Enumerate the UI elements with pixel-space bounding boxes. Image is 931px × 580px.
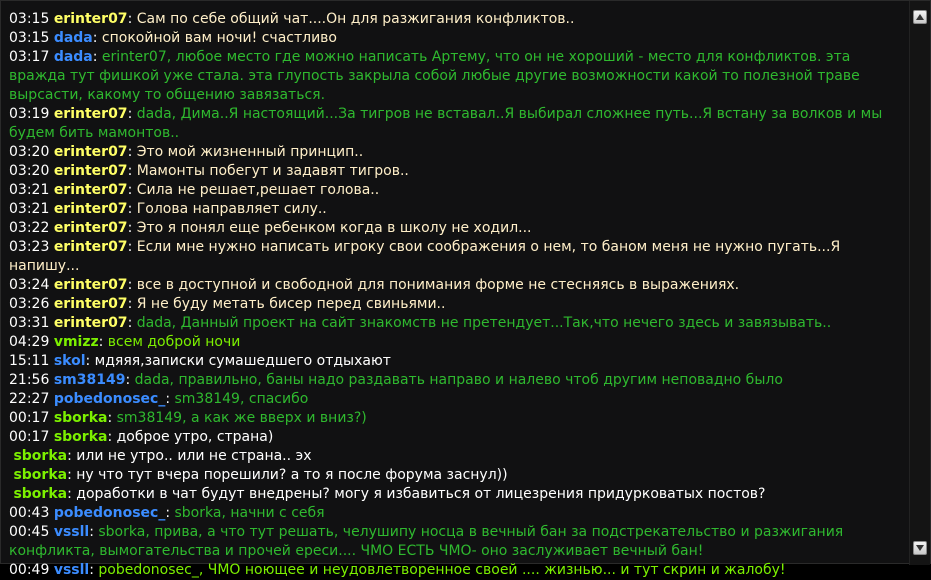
arrow-down-icon bbox=[916, 545, 924, 551]
chat-message bbox=[9, 276, 907, 295]
chat-message bbox=[9, 523, 907, 561]
message-time: 03:15 bbox=[9, 11, 50, 27]
nick-separator: : bbox=[127, 106, 137, 122]
chat-message bbox=[9, 29, 907, 48]
message-text: все в доступной и свободной для понимания форме не стесняясь в выражениях. bbox=[136, 277, 740, 293]
message-text: всем доброй ночи bbox=[107, 334, 241, 350]
message-text: sm38149, а как же вверх и вниз?) bbox=[116, 410, 367, 426]
chat-message bbox=[9, 238, 907, 276]
message-nick[interactable]: erinter07 bbox=[53, 182, 128, 198]
message-nick[interactable]: sborka bbox=[13, 448, 68, 464]
message-time: 03:20 bbox=[9, 144, 50, 160]
chat-message bbox=[9, 10, 907, 29]
message-nick[interactable]: sborka bbox=[53, 410, 108, 426]
message-text: мдяяя,записки сумашедшего отдыхают bbox=[94, 353, 391, 369]
message-nick[interactable]: skol bbox=[53, 353, 86, 369]
message-nick[interactable]: erinter07 bbox=[53, 315, 128, 331]
nick-separator: : bbox=[127, 11, 137, 27]
nick-separator: : bbox=[127, 315, 137, 331]
message-nick[interactable]: vmizz bbox=[53, 334, 99, 350]
chat-message bbox=[9, 48, 907, 105]
message-nick[interactable]: erinter07 bbox=[53, 201, 128, 217]
message-nick[interactable]: erinter07 bbox=[53, 106, 128, 122]
nick-separator: : bbox=[89, 562, 99, 578]
message-time: 22:27 bbox=[9, 391, 50, 407]
nick-separator: : bbox=[127, 296, 137, 312]
message-text: Я не буду метать бисер перед свиньями.. bbox=[136, 296, 446, 312]
message-nick[interactable]: erinter07 bbox=[53, 11, 128, 27]
nick-separator: : bbox=[165, 505, 175, 521]
nick-separator: : bbox=[127, 182, 137, 198]
message-time: 04:29 bbox=[9, 334, 50, 350]
message-nick[interactable]: sborka bbox=[53, 429, 108, 445]
message-text: erinter07, любое место где можно написать Артему, что он не хороший - место для конфликтов. эта вражда тут фишкой уже стала. эта глупость закрыла собой любые другие возможности какой то полезной траве вырсасти, какому то общению завязаться. bbox=[9, 49, 860, 103]
chat-message bbox=[9, 428, 907, 447]
message-time: 00:43 bbox=[9, 505, 50, 521]
nick-separator: : bbox=[165, 391, 175, 407]
chat-message bbox=[9, 314, 907, 333]
message-nick[interactable]: sborka bbox=[13, 486, 68, 502]
chat-message bbox=[9, 162, 907, 181]
message-nick[interactable]: dada bbox=[53, 30, 93, 46]
scroll-down-button[interactable] bbox=[913, 541, 927, 555]
nick-separator: : bbox=[107, 410, 117, 426]
nick-separator: : bbox=[127, 144, 137, 160]
message-text: sborka, прива, а что тут решать, челушипу носца в вечный бан за подстрекательство и разжигания конфликта, вымогательства и прочей ереси.... ЧМО ЕСТЬ ЧМО- оно заслуживает вечный бан! bbox=[9, 524, 844, 559]
arrow-up-icon bbox=[916, 14, 924, 20]
message-text: доработки в чат будут внедрены? могу я избавиться от лицезрения придурковатых постов? bbox=[76, 486, 766, 502]
chat-message bbox=[9, 561, 907, 580]
message-time: 03:17 bbox=[9, 49, 50, 65]
chat-message bbox=[9, 333, 907, 352]
message-time: 00:45 bbox=[9, 524, 50, 540]
chat-message bbox=[9, 200, 907, 219]
message-nick[interactable]: erinter07 bbox=[53, 163, 128, 179]
nick-separator: : bbox=[127, 239, 137, 255]
chat-message bbox=[9, 504, 907, 523]
scroll-up-button[interactable] bbox=[913, 10, 927, 24]
nick-separator: : bbox=[89, 524, 99, 540]
chat-message bbox=[9, 409, 907, 428]
nick-separator: : bbox=[67, 486, 77, 502]
message-time: 03:21 bbox=[9, 182, 50, 198]
message-nick[interactable]: erinter07 bbox=[53, 239, 128, 255]
message-time: 21:56 bbox=[9, 372, 50, 388]
message-time: 03:22 bbox=[9, 220, 50, 236]
message-time: 03:26 bbox=[9, 296, 50, 312]
chat-message bbox=[9, 466, 907, 485]
chat-message bbox=[9, 485, 907, 504]
message-nick[interactable]: erinter07 bbox=[53, 277, 128, 293]
nick-separator: : bbox=[98, 334, 108, 350]
message-text: Это мой жизненный принцип.. bbox=[136, 144, 364, 160]
message-time: 03:15 bbox=[9, 30, 50, 46]
message-text: sborka, начни с себя bbox=[174, 505, 325, 521]
message-nick[interactable]: dada bbox=[53, 49, 93, 65]
message-nick[interactable]: pobedonosec_ bbox=[53, 391, 166, 407]
message-nick[interactable]: erinter07 bbox=[53, 220, 128, 236]
message-time: 15:11 bbox=[9, 353, 50, 369]
nick-separator: : bbox=[127, 163, 137, 179]
message-text: ну что тут вчера порешили? а то я после форума заснул)) bbox=[76, 467, 508, 483]
chat-message bbox=[9, 390, 907, 409]
message-time: 00:49 bbox=[9, 562, 50, 578]
message-text: Сам по себе общий чат....Он для разжигания конфликтов.. bbox=[136, 11, 575, 27]
message-nick[interactable]: erinter07 bbox=[53, 144, 128, 160]
scrollbar[interactable] bbox=[909, 1, 930, 565]
message-text: dada, Дима..Я настоящий...За тигров не вставал..Я выбирал сложнее путь...Я встану за волков и мы будем бить мамонтов.. bbox=[9, 106, 883, 141]
message-nick[interactable]: sm38149 bbox=[53, 372, 126, 388]
chat-message bbox=[9, 447, 907, 466]
message-time: 03:20 bbox=[9, 163, 50, 179]
message-text: доброе утро, страна) bbox=[116, 429, 274, 445]
nick-separator: : bbox=[92, 49, 102, 65]
chat-message bbox=[9, 295, 907, 314]
message-time: 03:31 bbox=[9, 315, 50, 331]
message-text: спокойной вам ночи! счастливо bbox=[101, 30, 337, 46]
message-nick[interactable]: erinter07 bbox=[53, 296, 128, 312]
nick-separator: : bbox=[127, 201, 137, 217]
nick-separator: : bbox=[92, 30, 102, 46]
message-time: 03:21 bbox=[9, 201, 50, 217]
message-text: dada, правильно, баны надо раздавать направо и налево чтоб другим неповадно было bbox=[134, 372, 783, 388]
message-time: 03:23 bbox=[9, 239, 50, 255]
nick-separator: : bbox=[67, 467, 77, 483]
message-time: 00:17 bbox=[9, 429, 50, 445]
message-text: Сила не решает,решает голова.. bbox=[136, 182, 380, 198]
nick-separator: : bbox=[127, 277, 137, 293]
message-text: или не утро.. или не страна.. эх bbox=[76, 448, 312, 464]
message-text: sm38149, спасибо bbox=[174, 391, 309, 407]
message-text: Если мне нужно написать игроку свои соображения о нем, то баном меня не нужно пугать...Я напишу... bbox=[9, 239, 841, 274]
message-nick[interactable]: vssll bbox=[53, 524, 90, 540]
chat-message bbox=[9, 371, 907, 390]
message-time: 03:19 bbox=[9, 106, 50, 122]
chat-message bbox=[9, 352, 907, 371]
nick-separator: : bbox=[85, 353, 95, 369]
message-time: 03:24 bbox=[9, 277, 50, 293]
message-text: Мамонты побегут и задавят тигров.. bbox=[136, 163, 409, 179]
message-nick[interactable]: pobedonosec_ bbox=[53, 505, 166, 521]
nick-separator: : bbox=[67, 448, 77, 464]
message-text: Голова направляет силу.. bbox=[136, 201, 327, 217]
message-nick[interactable]: sborka bbox=[13, 467, 68, 483]
chat-log[interactable] bbox=[9, 10, 907, 578]
chat-message bbox=[9, 105, 907, 143]
chat-message bbox=[9, 181, 907, 200]
nick-separator: : bbox=[125, 372, 135, 388]
message-nick[interactable]: vssll bbox=[53, 562, 90, 578]
nick-separator: : bbox=[107, 429, 117, 445]
message-text: dada, Данный проект на сайт знакомств не претендует...Так,что нечего здесь и завязывать.. bbox=[136, 315, 832, 331]
chat-message bbox=[9, 143, 907, 162]
message-text: pobedonosec_, ЧМО ноющее и неудовлетворенное своей .... жизнью... и тут скрин и жалобу! bbox=[98, 562, 786, 578]
message-time: 00:17 bbox=[9, 410, 50, 426]
chat-message bbox=[9, 219, 907, 238]
message-text: Это я понял еще ребенком когда в школу не ходил... bbox=[136, 220, 532, 236]
nick-separator: : bbox=[127, 220, 137, 236]
